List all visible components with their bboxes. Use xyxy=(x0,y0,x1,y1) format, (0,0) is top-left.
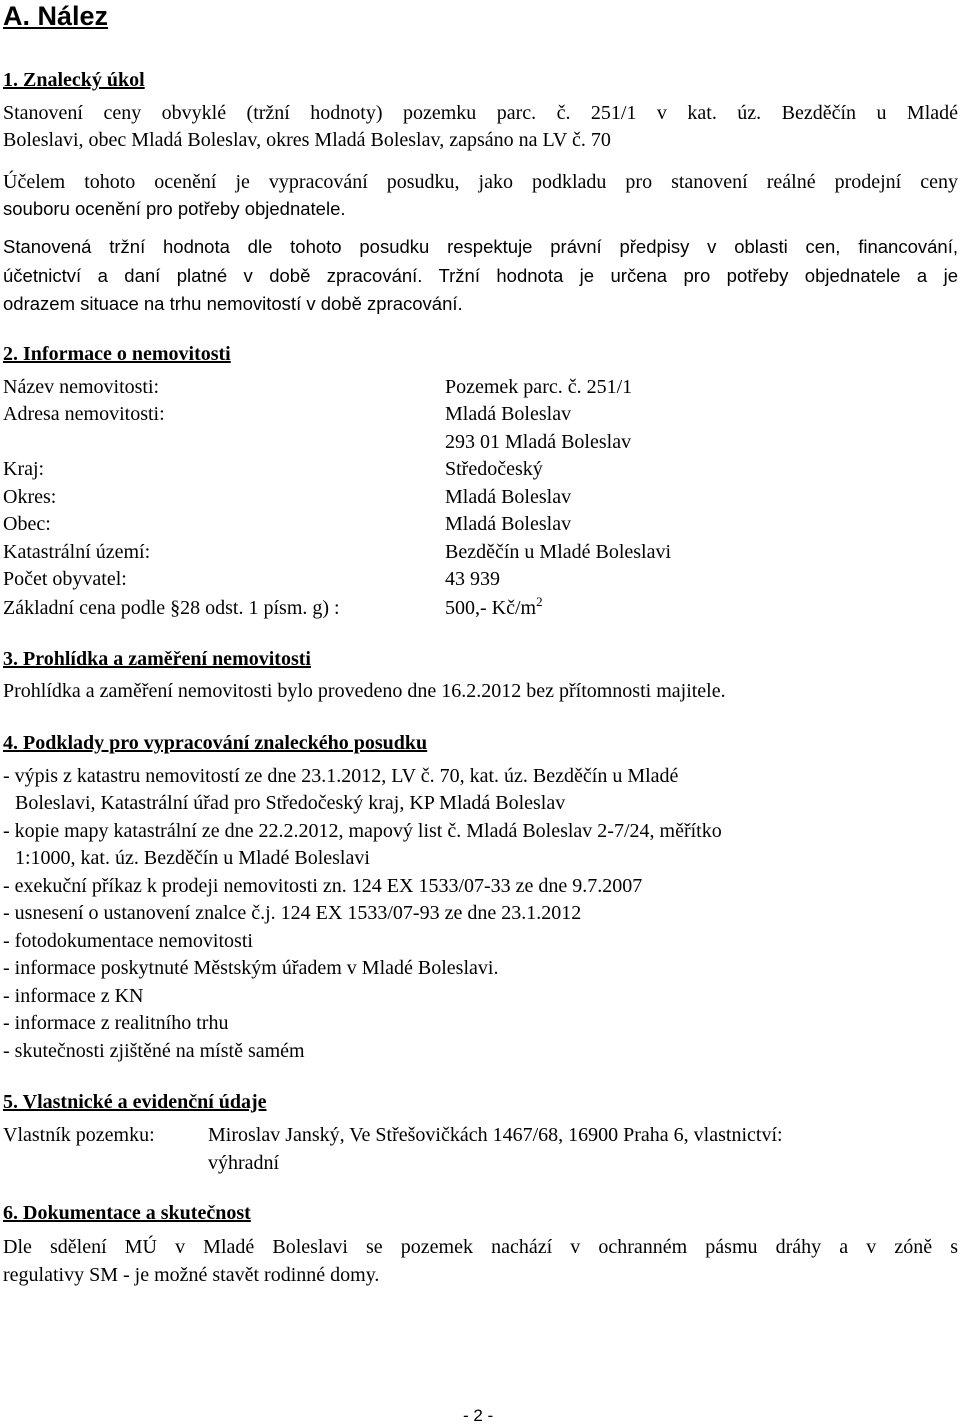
section-3-heading: 3. Prohlídka a zaměření nemovitosti xyxy=(3,648,311,670)
page-title: A. Nález xyxy=(3,1,109,31)
base-price-value xyxy=(445,596,543,620)
owner-value-line-2: výhradní xyxy=(208,1152,280,1174)
municipality-label: Obec: xyxy=(3,513,51,535)
s6-line-1: Dle sdělení MÚ v Mladé Boleslavi se pozemek nachází v ochranném pásmu dráhy a v zóně s xyxy=(3,1236,958,1258)
list-item: - exekuční příkaz k prodeji nemovitosti zn. 124 EX 1533/07-33 ze dne 9.7.2007 xyxy=(3,875,643,897)
list-item: - informace z KN xyxy=(3,985,144,1007)
page-number: - 2 - xyxy=(463,1406,494,1425)
property-name-label: Název nemovitosti: xyxy=(3,376,160,398)
cadastral-area-label: Katastrální území: xyxy=(3,541,151,563)
cadastral-area-value: Bezděčín u Mladé Boleslavi xyxy=(445,541,672,563)
base-price-amount: 500,- Kč/m xyxy=(445,597,537,619)
list-item: - informace z realitního trhu xyxy=(3,1012,229,1034)
s1-paragraph-2-line-2: souboru ocenění pro potřeby objednatele. xyxy=(3,198,346,219)
s1-paragraph-3-line-3: odrazem situace na trhu nemovitostí v době zpracování. xyxy=(3,293,463,314)
list-item: - výpis z katastru nemovitostí ze dne 23.1.2012, LV č. 70, kat. úz. Bezděčín u Mladé xyxy=(3,765,679,787)
list-item: - kopie mapy katastrální ze dne 22.2.2012, mapový list č. Mladá Boleslav 2-7/24, měřítko xyxy=(3,820,722,842)
list-item: - informace poskytnuté Městským úřadem v Mladé Boleslavi. xyxy=(3,957,499,979)
owner-label: Vlastník pozemku: xyxy=(3,1124,155,1146)
district-value: Mladá Boleslav xyxy=(445,486,572,508)
s1-paragraph-1-line-1: Stanovení ceny obvyklé (tržní hodnoty) pozemku parc. č. 251/1 v kat. úz. Bezděčín u Mladé xyxy=(3,102,958,124)
s1-paragraph-2-line-1: Účelem tohoto ocenění je vypracování posudku, jako podkladu pro stanovení reálné prodejní ceny xyxy=(3,171,958,193)
s1-paragraph-3-line-1: Stanovená tržní hodnota dle tohoto posudku respektuje právní předpisy v oblasti cen, financování, xyxy=(3,236,958,257)
list-item: - fotodokumentace nemovitosti xyxy=(3,930,253,952)
s6-line-2: regulativy SM - je možné stavět rodinné domy. xyxy=(3,1264,380,1286)
section-6-heading: 6. Dokumentace a skutečnost xyxy=(3,1202,251,1224)
district-label: Okres: xyxy=(3,486,57,508)
population-value: 43 939 xyxy=(445,568,500,590)
section-1-heading: 1. Znalecký úkol xyxy=(3,69,145,91)
list-item: - usnesení o ustanovení znalce č.j. 124 EX 1533/07-93 ze dne 23.1.2012 xyxy=(3,902,582,924)
region-label: Kraj: xyxy=(3,458,45,480)
population-label: Počet obyvatel: xyxy=(3,568,127,590)
property-address-value: Mladá Boleslav xyxy=(445,403,572,425)
section-5-heading: 5. Vlastnické a evidenční údaje xyxy=(3,1091,267,1113)
property-address-zip: 293 01 Mladá Boleslav xyxy=(445,431,632,453)
inspection-text: Prohlídka a zaměření nemovitosti bylo provedeno dne 16.2.2012 bez přítomnosti majitele. xyxy=(3,680,726,702)
property-name-value: Pozemek parc. č. 251/1 xyxy=(445,376,633,398)
list-item-continuation: Boleslavi, Katastrální úřad pro Středočeský kraj, KP Mladá Boleslav xyxy=(15,792,566,814)
list-item: - skutečnosti zjištěné na místě samém xyxy=(3,1040,305,1062)
property-address-label: Adresa nemovitosti: xyxy=(3,403,165,425)
section-2-heading: 2. Informace o nemovitosti xyxy=(3,343,231,365)
list-item-continuation: 1:1000, kat. úz. Bezděčín u Mladé Boleslavi xyxy=(15,847,370,869)
s1-paragraph-1-line-2: Boleslavi, obec Mladá Boleslav, okres Mladá Boleslav, zapsáno na LV č. 70 xyxy=(3,129,611,151)
section-4-heading: 4. Podklady pro vypracování znaleckého posudku xyxy=(3,732,428,754)
region-value: Středočeský xyxy=(445,458,543,480)
s1-paragraph-3-line-2: účetnictví a daní platné v době zpracování. Tržní hodnota je určena pro potřeby objednatele a je xyxy=(3,265,958,286)
base-price-unit-exponent: 2 xyxy=(536,594,543,609)
base-price-label: Základní cena podle §28 odst. 1 písm. g) : xyxy=(3,597,340,619)
municipality-value: Mladá Boleslav xyxy=(445,513,572,535)
owner-value-line-1: Miroslav Janský, Ve Střešovičkách 1467/68, 16900 Praha 6, vlastnictví: xyxy=(208,1124,783,1146)
